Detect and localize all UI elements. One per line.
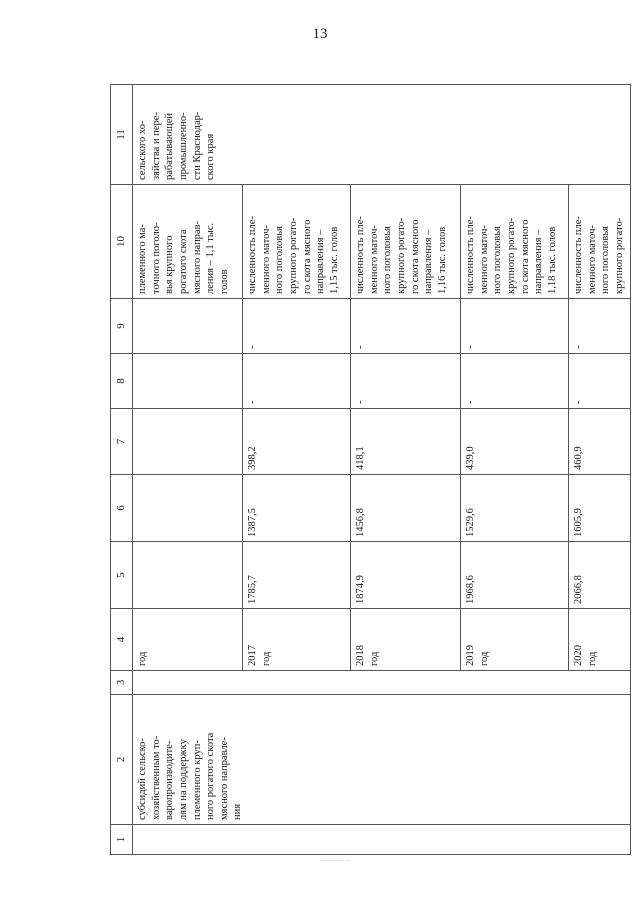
cell-result: племенного ма- точного поголо- вья крупного рогатого скота мясного направ- ления – 1,1 тыс. голов: [133, 185, 243, 299]
cell-number: [133, 825, 631, 855]
cell-year: 2017 год: [243, 609, 351, 671]
column-header: 1: [111, 825, 133, 855]
column-header: 6: [111, 475, 133, 542]
cell-federal-budget: 418,1: [351, 409, 461, 475]
cell-year: 2018 год: [351, 609, 461, 671]
cell-total: 1968,6: [461, 542, 569, 609]
cell-other-sources: -: [351, 299, 461, 354]
cell-result: численность пле- менного маточ- ного поголовья крупного рогато- го скота мясного направления – 1,16 тыс. голов: [351, 185, 461, 299]
cell-local-budget: -: [569, 354, 631, 409]
column-header: 9: [111, 299, 133, 354]
cell-federal-budget: 460,9: [569, 409, 631, 475]
header-row: [111, 85, 133, 855]
rotated-table-container: [110, 85, 625, 855]
column-header: 4: [111, 609, 133, 671]
cell-year: 2020 год: [569, 609, 631, 671]
cell-result: численность пле- менного маточ- ного поголовья крупного рогато- го скота мясного направления – 1,18 тыс. голов: [461, 185, 569, 299]
cell-regional-budget: 1605,9: [569, 475, 631, 542]
cell-other-sources: [133, 299, 243, 354]
cell-total: 2066,8: [569, 542, 631, 609]
page-number: 13: [312, 26, 328, 42]
cell-other-sources: -: [243, 299, 351, 354]
cell-regional-budget: [133, 475, 243, 542]
cell-total: [133, 542, 243, 609]
cell-federal-budget: 439,0: [461, 409, 569, 475]
column-header: 11: [111, 85, 133, 185]
cell-local-budget: [133, 354, 243, 409]
column-header: 5: [111, 542, 133, 609]
cell-federal-budget: [133, 409, 243, 475]
column-header: 7: [111, 409, 133, 475]
cell-responsible: сельского хо- зяйства и пере- рабатывающей промышленно- сти Краснодар- ского края: [133, 85, 631, 185]
cell-result: численность пле- менного маточ- ного поголовья крупного рогато- го скота мясного направления – 1,15 тыс. голов: [243, 185, 351, 299]
cell-measure-name: субсидий сельско- хозяйственным то- варопроизводите- лям на поддержку племенного круп- ного рогатого скота мясного направле- ния: [133, 695, 631, 825]
table-row: [133, 85, 243, 855]
cell-federal-budget: 398,2: [243, 409, 351, 475]
cell-year: год: [133, 609, 243, 671]
column-header: 10: [111, 185, 133, 299]
cell-total: 1874,9: [351, 542, 461, 609]
column-header: 2: [111, 695, 133, 825]
cell-result: численность пле- менного маточ- ного поголовья крупного рогато-: [569, 185, 631, 299]
cell-other-sources: -: [461, 299, 569, 354]
cell-local-budget: -: [461, 354, 569, 409]
cell-year: 2019 год: [461, 609, 569, 671]
cell-regional-budget: 1387,5: [243, 475, 351, 542]
cell-regional-budget: 1456,8: [351, 475, 461, 542]
cell-total: 1785,7: [243, 542, 351, 609]
scan-artifact: [320, 860, 350, 867]
program-table: [110, 84, 631, 855]
cell-other-sources: -: [569, 299, 631, 354]
column-header: 3: [111, 671, 133, 695]
cell-regional-budget: 1529,6: [461, 475, 569, 542]
cell-status: [133, 671, 631, 695]
column-header: 8: [111, 354, 133, 409]
cell-local-budget: -: [351, 354, 461, 409]
cell-local-budget: -: [243, 354, 351, 409]
